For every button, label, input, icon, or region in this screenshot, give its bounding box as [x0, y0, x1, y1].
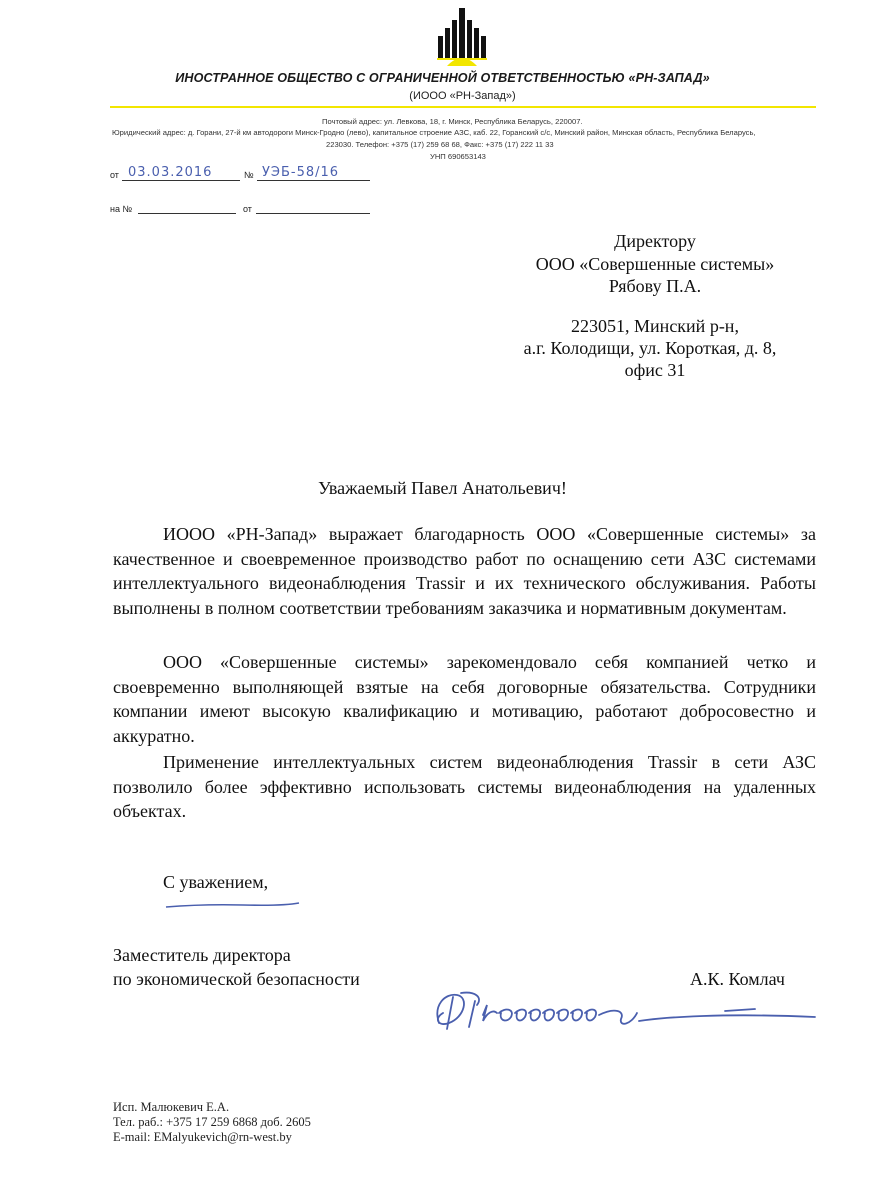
in-reply-number-label: на №	[110, 204, 133, 214]
closing-phrase: С уважением,	[163, 872, 269, 892]
in-reply-date-underline	[256, 213, 370, 214]
signer-position: по экономической безопасности	[113, 969, 360, 989]
in-reply-date-label: от	[243, 204, 252, 214]
company-logo	[437, 6, 487, 70]
date-label: от	[110, 170, 119, 180]
body-paragraph: ИООО «РН-Запад» выражает благодарность ООО «Совершенные системы» за качественное и своевременное производство работ по оснащению сети АЗС системами интеллектуального видеонаблюдения Trassir и их технического обслуживания. Работы выполнены в полном соответствии требованиям заказчика и нормативным документам.	[113, 524, 816, 618]
body-paragraph: ООО «Совершенные системы» зарекомендовало себя компанией четко и своевременно выполняющей взятые на себя договорные обязательства. Сотрудники компании имеют высокую квалификацию и мотивацию, работают добросовестно и аккуратно.	[113, 652, 816, 746]
letter-date: 03.03.2016	[128, 165, 213, 180]
letterhead-divider	[110, 106, 816, 108]
unp-number: УНП 690653143	[430, 152, 486, 161]
recipient-title: Директору	[614, 231, 696, 251]
letter-number: УЭБ-58/16	[262, 165, 340, 180]
number-underline	[257, 180, 370, 181]
executor-phone: Тел. раб.: +375 17 259 6868 доб. 2605	[113, 1115, 311, 1129]
recipient-name: Рябову П.А.	[608, 276, 702, 296]
signer-name: А.К. Комлач	[690, 969, 785, 989]
signer-position: Заместитель директора	[113, 945, 291, 965]
recipient-address-line: а.г. Колодищи, ул. Короткая, д. 8,	[523, 338, 777, 358]
postal-address: Почтовый адрес: ул. Левкова, 18, г. Минск, Республика Беларусь, 220007.	[322, 117, 583, 126]
number-label: №	[244, 170, 254, 180]
executor-email: E-mail: EMalyukevich@rn-west.by	[113, 1130, 292, 1144]
body-paragraph: Применение интеллектуальных систем видеонаблюдения Trassir в сети АЗС позволило более эффективно использовать системы видеонаблюдения на удаленных объектах.	[113, 752, 816, 821]
in-reply-number-underline	[138, 213, 236, 214]
company-short-name: (ИООО «РН-Запад»)	[409, 90, 516, 102]
company-name: ИНОСТРАННОЕ ОБЩЕСТВО С ОГРАНИЧЕННОЙ ОТВЕТСТВЕННОСТЬЮ «РН-ЗАПАД»	[175, 71, 710, 85]
salutation: Уважаемый Павел Анатольевич!	[318, 478, 567, 498]
ink-underline	[163, 898, 303, 912]
legal-address: Юридический адрес: д. Горани, 27-й км автодороги Минск-Гродно (лево), капитальное строение АЗС, каб. 22, Горанский с/с, Минский район, Минская область, Республика Беларусь,	[112, 128, 756, 137]
executor-name: Исп. Малюкевич Е.А.	[113, 1100, 230, 1114]
recipient-address-line: 223051, Минский р-н,	[571, 316, 739, 336]
contact-phones: 223030. Телефон: +375 (17) 259 68 68, Факс: +375 (17) 222 11 33	[326, 140, 554, 149]
date-underline	[122, 180, 240, 181]
handwritten-signature	[425, 983, 825, 1038]
recipient-company: ООО «Совершенные системы»	[535, 254, 775, 274]
recipient-address-line: офис 31	[624, 360, 686, 380]
